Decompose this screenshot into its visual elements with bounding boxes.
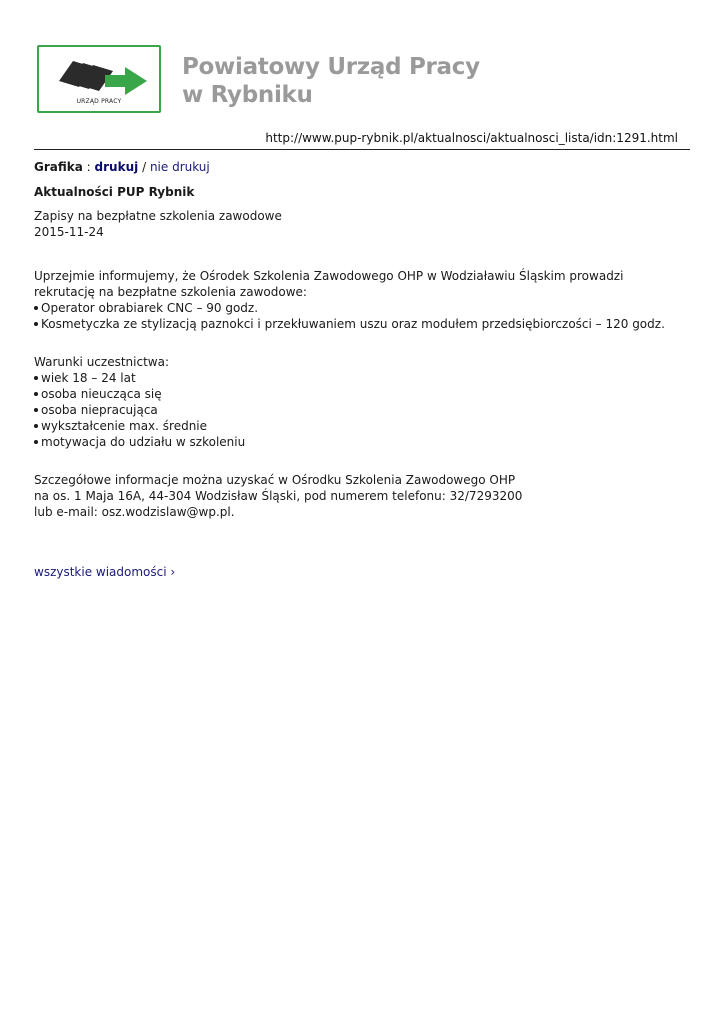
bullet-icon — [34, 306, 38, 310]
print-mode-inactive-link[interactable]: nie drukuj — [149, 160, 210, 174]
print-mode-divider: / — [142, 160, 147, 174]
header-divider — [34, 149, 690, 150]
course-list — [34, 300, 684, 332]
organization-name-line2: w Rybniku — [182, 82, 313, 108]
organization-name-line1: Powiatowy Urząd Pracy — [182, 54, 480, 80]
bullet-icon — [34, 408, 38, 412]
organization-name — [182, 53, 482, 109]
all-news-link[interactable]: wszystkie wiadomości › — [34, 565, 176, 579]
list-item-text: Kosmetyczka ze stylizacją paznokci i przekłuwaniem uszu oraz modułem przedsiębiorczości – 120 godz. — [41, 317, 665, 331]
contact-line: na os. 1 Maja 16A, 44-304 Wodzisław Śląski, pod numerem telefonu: 32/7293200 — [34, 489, 523, 503]
contact-line: Szczegółowe informacje można uzyskać w Ośrodku Szkolenia Zawodowego OHP — [34, 473, 516, 487]
bullet-icon — [34, 440, 38, 444]
bullet-icon — [34, 424, 38, 428]
print-mode-separator: : — [86, 160, 91, 174]
article-title: Zapisy na bezpłatne szkolenia zawodowe — [34, 209, 282, 223]
print-mode-toggle — [34, 159, 684, 175]
print-mode-active-link[interactable]: drukuj — [94, 160, 139, 174]
conditions-label: Warunki uczestnictwa: — [34, 355, 169, 369]
list-item-text: Operator obrabiarek CNC – 90 godz. — [41, 301, 259, 315]
list-item — [34, 402, 684, 418]
print-mode-label: Grafika — [34, 160, 83, 174]
contact-line: lub e-mail: osz.wodzislaw@wp.pl. — [34, 505, 235, 519]
bullet-icon — [34, 376, 38, 380]
bullet-icon — [34, 322, 38, 326]
article-intro-text: Uprzejmie informujemy, że Ośrodek Szkolenia Zawodowego OHP w Wodziaławiu Śląskim prowadzi rekrutację na bezpłatne szkolenia zawodowe: — [34, 269, 624, 299]
list-item-text: wykształcenie max. średnie — [41, 419, 208, 433]
contact-info — [34, 472, 684, 520]
conditions-list — [34, 370, 684, 450]
section-title: Aktualności PUP Rybnik — [34, 185, 195, 199]
list-item-text: wiek 18 – 24 lat — [41, 371, 136, 385]
logo — [37, 45, 161, 113]
list-item — [34, 434, 684, 450]
list-item-text: osoba niepracująca — [41, 403, 158, 417]
list-item-text: motywacja do udziału w szkoleniu — [41, 435, 246, 449]
list-item — [34, 370, 684, 386]
article-intro — [34, 268, 684, 300]
article-date: 2015-11-24 — [34, 225, 104, 239]
logo-caption: URZĄD PRACY — [76, 98, 122, 105]
list-item — [34, 418, 684, 434]
page-url: http://www.pup-rybnik.pl/aktualnosci/aktualnosci_lista/idn:1291.html — [265, 131, 678, 145]
list-item — [34, 316, 684, 332]
bullet-icon — [34, 392, 38, 396]
list-item — [34, 386, 684, 402]
list-item — [34, 300, 684, 316]
list-item-text: osoba nieucząca się — [41, 387, 162, 401]
main-content — [34, 159, 684, 580]
